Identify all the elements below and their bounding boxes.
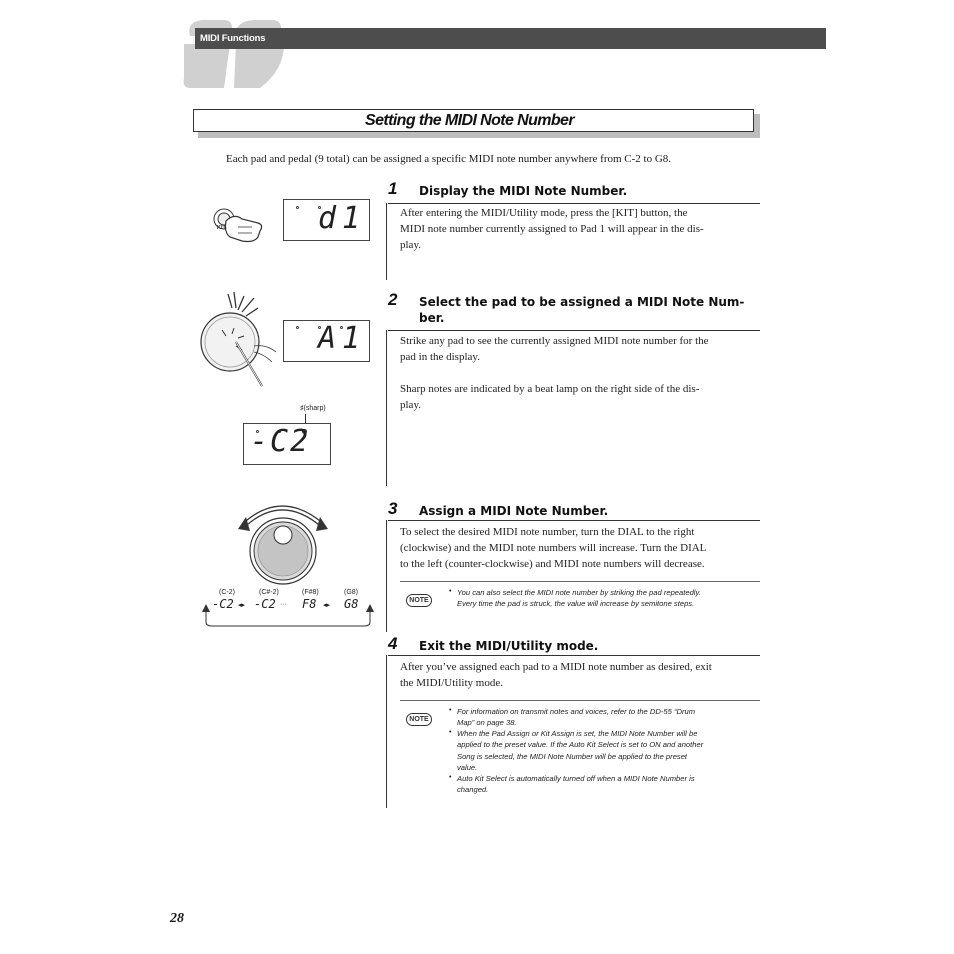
- note-bullet: •: [449, 707, 452, 714]
- dial-label-csharp-2: (C#-2): [259, 589, 279, 596]
- step-3-note-rule: [400, 581, 760, 582]
- step-4-note-1: For information on transmit notes and voices, refer to the DD-55 “Drum Map” on page 38.: [457, 707, 696, 728]
- note-bullet: •: [449, 588, 452, 595]
- page-number: 28: [170, 911, 184, 926]
- dial-value-fsharp8: F8: [302, 597, 317, 611]
- arrow-icon: ◂▸: [238, 602, 246, 609]
- dial-label-c-2: (C-2): [219, 589, 235, 596]
- dial-value-csharp-2: -C2: [254, 597, 276, 611]
- step-4-body: After you’ve assigned each pad to a MIDI note number as desired, exit the MIDI/Utility mode.: [400, 661, 712, 689]
- dial-value-c-2: -C2: [212, 597, 234, 611]
- wraparound-arrow-icon: [198, 604, 378, 628]
- step-1-rule: [388, 203, 760, 204]
- step-4-number: 4: [388, 634, 398, 653]
- dial-value-g8: G8: [344, 597, 359, 611]
- step-4-note-2: When the Pad Assign or Kit Assign is set, the MIDI Note Number will be applied to the preset value. If the Auto Kit Select is set to ON and another Song is selected, the MIDI Note Number will be applied to the preset value.: [457, 729, 704, 772]
- step-4-vrule: [386, 655, 387, 808]
- dial-icon: [236, 497, 332, 589]
- step-2-title: Select the pad to be assigned a MIDI Note Num- ber.: [419, 295, 745, 325]
- intro-text: Each pad and pedal (9 total) can be assigned a specific MIDI note number anywhere from C-2 to G8.: [226, 153, 672, 165]
- section-logo-graphic: [180, 14, 290, 90]
- step-2-number: 2: [388, 290, 398, 309]
- arrow-icon: ◂▸: [323, 602, 331, 609]
- note-bullet: •: [449, 774, 452, 781]
- step-2-body-sharp: Sharp notes are indicated by a beat lamp on the right side of the dis- play.: [400, 383, 700, 411]
- note-bullet: •: [449, 729, 452, 736]
- header-section-label: MIDI Functions: [200, 33, 266, 44]
- step-3-note: You can also select the MIDI note number by striking the pad repeatedly. Every time the pad is struck, the value will increase by semitone steps.: [457, 588, 701, 609]
- note-icon: NOTE: [406, 594, 432, 607]
- dial-label-g8: (G8): [344, 589, 358, 596]
- step-1-number: 1: [388, 179, 398, 198]
- step-3-vrule: [386, 520, 387, 632]
- kit-button-label: KIT: [217, 225, 226, 231]
- note-icon: NOTE: [406, 713, 432, 726]
- step-4-note-3: Auto Kit Select is automatically turned off when a MIDI Note Number is changed.: [457, 774, 695, 795]
- step-4-note-rule: [400, 700, 760, 701]
- step-2-rule: [388, 330, 760, 331]
- ellipsis-icon: ···: [280, 601, 287, 608]
- step-3-rule: [388, 520, 760, 521]
- step-1-body: After entering the MIDI/Utility mode, press the [KIT] button, the MIDI note number currently assigned to Pad 1 will appear in the dis- play.: [400, 207, 704, 251]
- step-3-body: To select the desired MIDI note number, turn the DIAL to the right (clockwise) and the MIDI note numbers will increase. Turn the DIAL to the left (counter-clockwise) and MIDI note numbers will decrease.: [400, 526, 707, 570]
- lcd-3-text: -C2: [250, 424, 311, 459]
- lcd-2-text: A1: [318, 321, 367, 356]
- header-bar: [195, 28, 826, 49]
- sharp-label: ♯(sharp): [300, 405, 326, 412]
- step-4-title: Exit the MIDI/Utility mode.: [419, 639, 599, 653]
- step-3-number: 3: [388, 499, 398, 518]
- step-2-vrule: [386, 330, 387, 486]
- step-4-rule: [388, 655, 760, 656]
- lcd-2-dot: [296, 326, 299, 329]
- step-3-title: Assign a MIDI Note Number.: [419, 504, 609, 518]
- step-1-title: Display the MIDI Note Number.: [419, 184, 628, 198]
- step-2-body: Strike any pad to see the currently assigned MIDI note number for the pad in the display.: [400, 335, 709, 363]
- section-title: Setting the MIDI Note Number: [365, 112, 574, 129]
- lcd-1-text: d1: [318, 201, 367, 236]
- step-1-vrule: [386, 203, 387, 280]
- lcd-1-dot: [296, 206, 299, 209]
- dial-label-fsharp8: (F#8): [302, 589, 319, 596]
- drum-pad-strike-icon: [196, 290, 276, 390]
